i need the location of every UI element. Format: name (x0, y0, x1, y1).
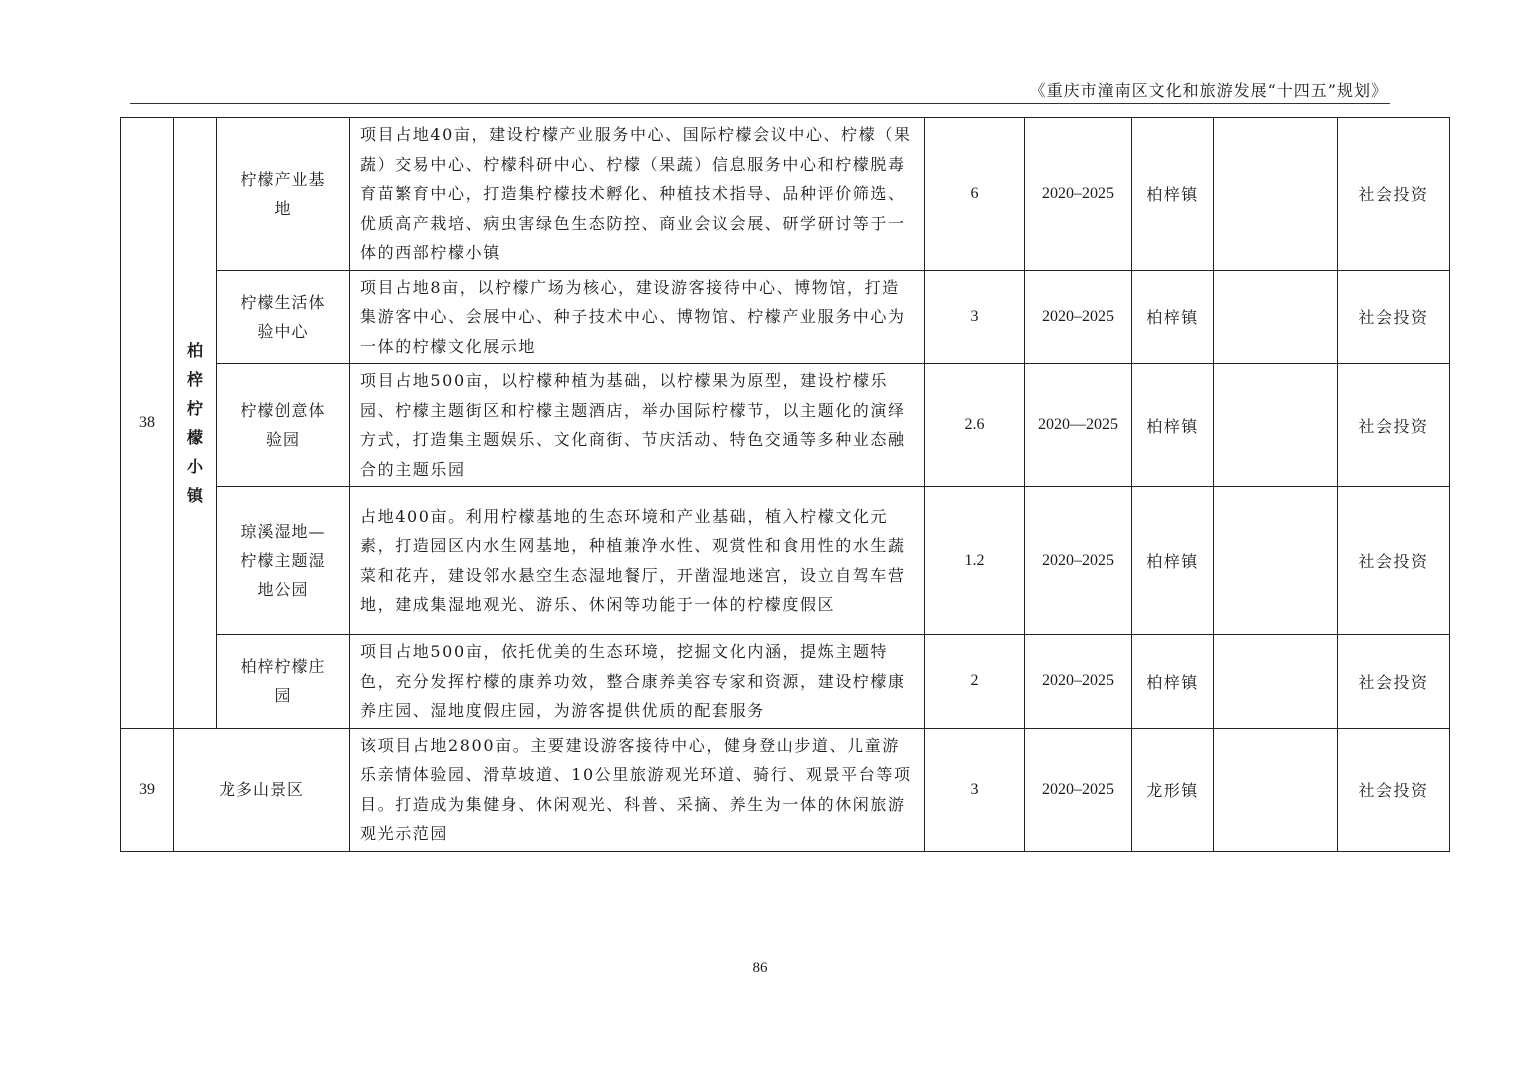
project-description: 占地400亩。利用柠檬基地的生态环境和产业基础，植入柠檬文化元素，打造园区内水生网基地，种植兼净水性、观赏性和食用性的水生蔬菜和花卉，建设邻水悬空生态湿地餐厅，开凿湿地迷宫，设立自驾车营地，建成集湿地观光、游乐、休闲等功能于一体的柠檬度假区 (350, 487, 925, 635)
header-divider (130, 103, 1390, 104)
table-row (121, 635, 1450, 729)
subproject-name: 柠檬产业基地 (217, 118, 350, 271)
project-group-name (174, 118, 217, 729)
project-description: 项目占地500亩，以柠檬种植为基础，以柠檬果为原型，建设柠檬乐园、柠檬主题街区和柠檬主题酒店，举办国际柠檬节，以主题化的演绎方式，打造集主题娱乐、文化商街、节庆活动、特色交通等多种业态融合的主题乐园 (350, 364, 925, 487)
table-row (121, 270, 1450, 364)
construction-period: 2020–2025 (1025, 635, 1132, 729)
funding-source: 社会投资 (1338, 487, 1450, 635)
location-town: 龙形镇 (1132, 728, 1214, 851)
blank-cell (1214, 487, 1338, 635)
construction-period: 2020–2025 (1025, 487, 1132, 635)
location-town: 柏梓镇 (1132, 364, 1214, 487)
construction-period: 2020–2025 (1025, 728, 1132, 851)
project-description: 项目占地8亩，以柠檬广场为核心，建设游客接待中心、博物馆，打造集游客中心、会展中心、种子技术中心、博物馆、柠檬产业服务中心为一体的柠檬文化展示地 (350, 270, 925, 364)
subproject-name: 柏梓柠檬庄园 (217, 635, 350, 729)
location-town: 柏梓镇 (1132, 487, 1214, 635)
investment-value: 2.6 (925, 364, 1025, 487)
subproject-name: 柠檬生活体验中心 (217, 270, 350, 364)
location-town: 柏梓镇 (1132, 635, 1214, 729)
investment-value: 6 (925, 118, 1025, 271)
table-row (121, 364, 1450, 487)
investment-value: 3 (925, 728, 1025, 851)
project-number: 39 (121, 728, 174, 851)
project-description: 项目占地40亩，建设柠檬产业服务中心、国际柠檬会议中心、柠檬（果蔬）交易中心、柠檬科研中心、柠檬（果蔬）信息服务中心和柠檬脱毒育苗繁育中心，打造集柠檬技术孵化、种植技术指导、品种评价筛选、优质高产栽培、病虫害绿色生态防控、商业会议会展、研学研讨等于一体的西部柠檬小镇 (350, 118, 925, 271)
construction-period: 2020—2025 (1025, 364, 1132, 487)
table-row (121, 487, 1450, 635)
project-number: 38 (121, 118, 174, 729)
construction-period: 2020–2025 (1025, 270, 1132, 364)
table-row (121, 728, 1450, 851)
blank-cell (1214, 270, 1338, 364)
funding-source: 社会投资 (1338, 728, 1450, 851)
investment-value: 3 (925, 270, 1025, 364)
funding-source: 社会投资 (1338, 635, 1450, 729)
blank-cell (1214, 728, 1338, 851)
location-town: 柏梓镇 (1132, 118, 1214, 271)
investment-value: 2 (925, 635, 1025, 729)
funding-source: 社会投资 (1338, 364, 1450, 487)
construction-period: 2020–2025 (1025, 118, 1132, 271)
project-table (120, 117, 1450, 852)
table-row (121, 118, 1450, 271)
blank-cell (1214, 118, 1338, 271)
subproject-name: 柠檬创意体验园 (217, 364, 350, 487)
funding-source: 社会投资 (1338, 270, 1450, 364)
project-group-label: 柏梓柠檬小镇 (186, 340, 203, 505)
subproject-name: 琼溪湿地—柠檬主题湿地公园 (217, 487, 350, 635)
project-description: 项目占地500亩，依托优美的生态环境，挖掘文化内涵，提炼主题特色，充分发挥柠檬的康养功效，整合康养美容专家和资源，建设柠檬康养庄园、湿地度假庄园，为游客提供优质的配套服务 (350, 635, 925, 729)
project-description: 该项目占地2800亩。主要建设游客接待中心，健身登山步道、儿童游乐亲情体验园、滑草坡道、10公里旅游观光环道、骑行、观景平台等项目。打造成为集健身、休闲观光、科普、采摘、养生为一体的休闲旅游观光示范园 (350, 728, 925, 851)
location-town: 柏梓镇 (1132, 270, 1214, 364)
blank-cell (1214, 635, 1338, 729)
funding-source: 社会投资 (1338, 118, 1450, 271)
investment-value: 1.2 (925, 487, 1025, 635)
document-header-title: 《重庆市潼南区文化和旅游发展“十四五”规划》 (1029, 81, 1388, 100)
project-name: 龙多山景区 (174, 728, 350, 851)
page-number: 86 (752, 960, 768, 976)
blank-cell (1214, 364, 1338, 487)
